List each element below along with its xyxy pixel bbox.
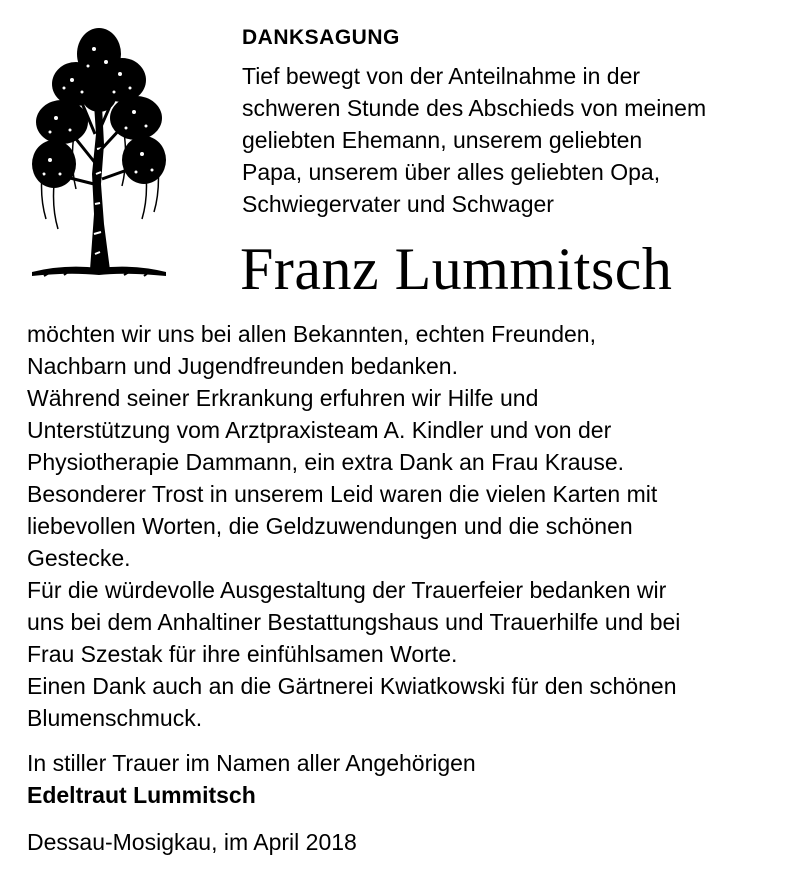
- intro-line: schweren Stunde des Abschieds von meinem: [242, 95, 707, 121]
- intro-line: Schwiegervater und Schwager: [242, 191, 554, 217]
- intro-line: geliebten Ehemann, unserem geliebten: [242, 127, 643, 153]
- body-line: Für die würdevolle Ausgestaltung der Trauerfeier bedanken wir: [27, 577, 667, 603]
- body-line: liebevollen Worten, die Geldzuwendungen und die schönen: [27, 513, 633, 539]
- body-line: Einen Dank auch an die Gärtnerei Kwiatkowski für den schönen: [27, 673, 677, 699]
- body-line: möchten wir uns bei allen Bekannten, echten Freunden,: [27, 321, 596, 347]
- mourning-line: In stiller Trauer im Namen aller Angehörigen: [27, 750, 476, 776]
- intro-line: Tief bewegt von der Anteilnahme in der: [242, 63, 641, 89]
- closing-block: [27, 747, 787, 811]
- deceased-name: Franz Lummitsch: [240, 236, 673, 302]
- body-line: Besonderer Trost in unserem Leid waren die vielen Karten mit: [27, 481, 658, 507]
- birch-tree-icon: [24, 14, 174, 284]
- intro-line: Papa, unserem über alles geliebten Opa,: [242, 159, 661, 185]
- body-line: Frau Szestak für ihre einfühlsamen Worte.: [27, 641, 458, 667]
- body-line: Blumenschmuck.: [27, 705, 203, 731]
- place-date: Dessau-Mosigkau, im April 2018: [27, 829, 357, 855]
- intro-paragraph: [242, 60, 782, 220]
- body-line: Während seiner Erkrankung erfuhren wir Hilfe und: [27, 385, 539, 411]
- body-line: Unterstützung vom Arztpraxisteam A. Kindler und von der: [27, 417, 612, 443]
- body-paragraph: [27, 318, 787, 734]
- heading-danksagung: DANKSAGUNG: [242, 26, 400, 49]
- body-line: Gestecke.: [27, 545, 131, 571]
- body-line: Physiotherapie Dammann, ein extra Dank an Frau Krause.: [27, 449, 625, 475]
- body-line: Nachbarn und Jugendfreunden bedanken.: [27, 353, 458, 379]
- body-line: uns bei dem Anhaltiner Bestattungshaus und Trauerhilfe und bei: [27, 609, 681, 635]
- signer-name: Edeltraut Lummitsch: [27, 782, 256, 808]
